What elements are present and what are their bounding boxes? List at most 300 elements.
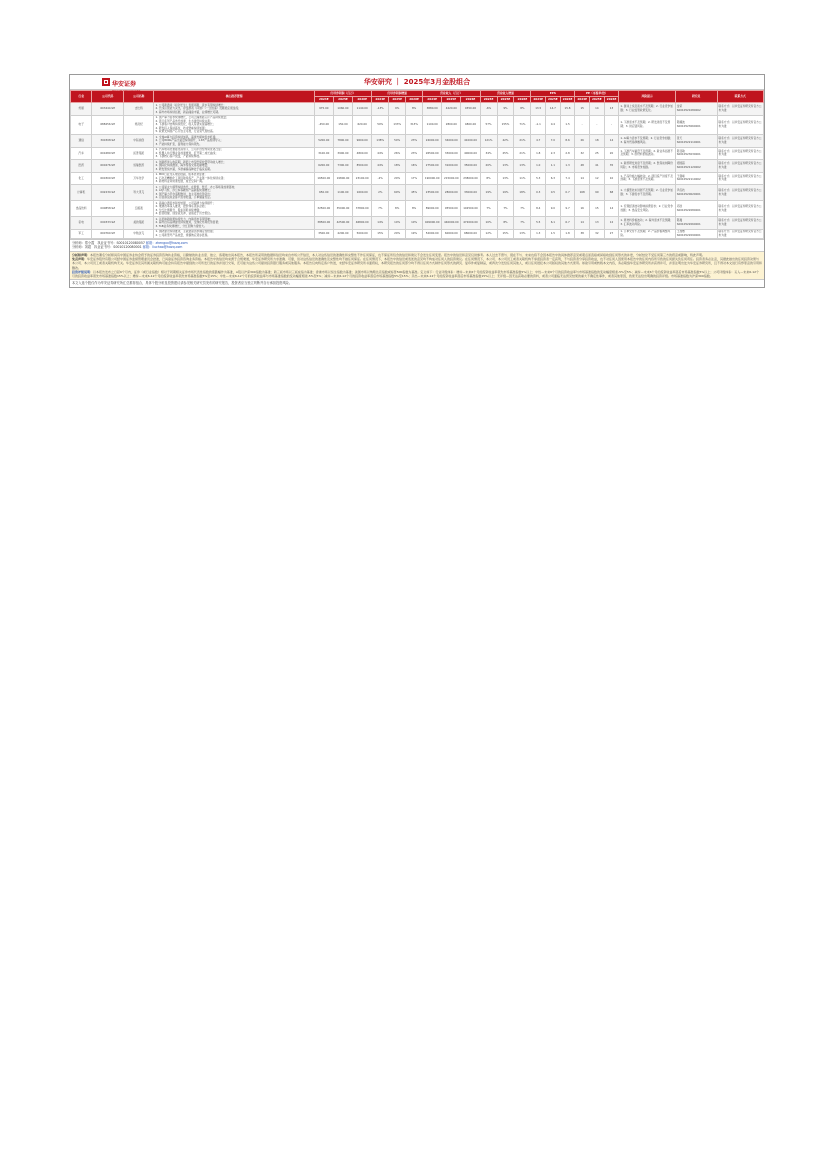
profit-g-cell: -2% <box>372 172 389 185</box>
column-header: 公司代码 <box>92 91 124 103</box>
table-row <box>71 229 764 238</box>
profit-g-cell: -13% <box>372 103 389 116</box>
profit-g-cell: 23% <box>406 147 423 160</box>
year-header: 2025E <box>590 97 605 103</box>
profit-cell: 4200.00 <box>333 229 352 238</box>
stock-code-cell: 300308.SZ <box>92 135 124 148</box>
revenue-cell: 40000.00 <box>461 147 480 160</box>
disclaimer-box <box>70 251 764 280</box>
eps-cell: 1.5 <box>546 229 561 238</box>
year-header: 2026E <box>560 97 575 103</box>
risk-cell: 1. 大模型技术进展不及预期；2. 行业竞争加剧；3. 下游需求不及预期。 <box>619 185 675 201</box>
column-header: 行业 <box>71 91 92 103</box>
revenue-cell: 24000.00 <box>423 135 442 148</box>
pe-cell: - <box>575 115 590 135</box>
pe-cell: 14 <box>575 172 590 185</box>
table-row <box>71 160 764 173</box>
eps-cell: 5.3 <box>531 172 546 185</box>
industry-cell: 计算机 <box>71 185 92 201</box>
column-header: 归母净利润（百万） <box>314 91 372 97</box>
contact-label: 分析师：郑小霞 <box>72 240 95 245</box>
revenue-g-cell: 12% <box>480 229 497 238</box>
eps-cell: 6.7 <box>560 217 575 230</box>
revenue-cell: 23500.00 <box>423 185 442 201</box>
contact-label: 分析师：刘超 <box>72 245 92 250</box>
page-title: 华安研究 ｜ 2025年3月金股组合 <box>363 78 471 86</box>
revenue-cell: 238000.00 <box>461 172 480 185</box>
profit-cell: 7300.00 <box>333 160 352 173</box>
pe-cell: 99 <box>590 185 605 201</box>
contact-cell: 联系方式：以华安证券研究所官方公布为准 <box>717 201 763 217</box>
pe-cell: 13 <box>590 217 605 230</box>
analyst-cell: 陈耀波 S0010523060001 <box>675 115 717 135</box>
revenue-cell: 28000.00 <box>442 185 461 201</box>
revenue-g-cell: 18% <box>514 185 531 201</box>
pe-cell: 25 <box>590 147 605 160</box>
column-header: 风险提示 <box>619 91 675 103</box>
table-row <box>71 217 764 230</box>
stock-code-cell: 603444.SH <box>92 103 124 116</box>
brand-sub: HUAAN SECURITIES <box>112 90 141 93</box>
contact-cell: 联系方式：以华安证券研究所官方公布为准 <box>718 229 762 237</box>
profit-g-cell: 133% <box>389 115 406 135</box>
industry-cell: 军工 <box>71 229 92 238</box>
revenue-cell: 60000.00 <box>442 229 461 238</box>
revenue-cell: 102500.00 <box>461 201 480 217</box>
column-header: 核心推荐逻辑 <box>154 91 314 103</box>
profit-cell: -450.00 <box>314 115 333 135</box>
profit-cell: 8500.00 <box>353 160 372 173</box>
contact-cell: 联系方式：以华安证券研究所官方公布为准 <box>717 217 763 230</box>
disclaimer-text: 华安证券股份有限公司经中国证券监督管理委员会批准，已具备证券投资咨询业务资格。本报告中的信息均来源于合规渠道，华安证券研究所力求准确、可靠，但对这些信息的准确性及完整性均不做任何保证。在任何情况下，本报告中的信息或表述的意见均不构成对任何人的投资建议。在任何情况下，本公司、本公司员工或者关联机构不承诺投资者一定获利，不与投资者分享投资收益，也不对任何人因使用本报告中的任何内容所引致的任何损失负任何责任。投资者务必注意，其据此做出的任何投资决策与本公司、本公司员工或者关联机构无关。华安证券及其所属关联机构可能会持有报告中提到的公司所发行的证券并进行交易，还可能为这些公司提供投资银行服务或其他服务。本报告仅向特定客户传送，未经华安证券研究所书面授权，本研究报告的任何部分均不得以任何方式制作任何形式的拷贝、复印件或复制品，或再次分发给任何其他人，或以任何侵犯本公司版权的其他方式使用。如欲引用或转载本文内容，务必联络华安证券研究所并获得许可，并需注明出处为华安证券研究所，且不得对本文进行有悖原意的引用和删改。 <box>72 256 763 270</box>
eps-cell: 8.6 <box>560 135 575 148</box>
profit-cell: 42500.00 <box>333 217 352 230</box>
contact-cell: 联系方式：以华安证券研究所官方公布为准 <box>717 103 763 116</box>
year-header: 2026E <box>604 97 619 103</box>
analyst-cell: 王强峰 S0010522110002 <box>675 172 717 185</box>
profit-cell: 7800.00 <box>333 135 352 148</box>
core-logic-cell: 1. 汽车电动化智能化趋势下，公司平台型布局优势凸显； 2. 机器人执行器业务加速推进，打开第二成长曲线； 3. 下游核心客户放量，产能持续释放。 <box>154 147 314 160</box>
eps-cell: 5.5 <box>531 217 546 230</box>
revenue-g-cell: 121% <box>480 135 497 148</box>
revenue-cell: 68000.00 <box>461 229 480 238</box>
revenue-g-cell: 10% <box>480 217 497 230</box>
revenue-cell: 41000.00 <box>461 135 480 148</box>
pe-cell: 26 <box>575 135 590 148</box>
eps-cell: 2.3 <box>546 147 561 160</box>
year-header: 2025E <box>497 97 514 103</box>
revenue-cell: 3880.00 <box>423 103 442 116</box>
revenue-g-cell: 21% <box>514 135 531 148</box>
profit-g-cell: 50% <box>389 135 406 148</box>
eps-cell: 7.4 <box>560 172 575 185</box>
profit-g-cell: 10% <box>389 217 406 230</box>
revenue-g-cell: -6% <box>480 103 497 116</box>
year-header: 2024E <box>575 97 590 103</box>
company-name-cell: 中航沈飞 <box>124 229 154 238</box>
profit-g-cell: 9% <box>389 103 406 116</box>
analyst-cell: 金荣 S0010521080002 <box>675 103 717 116</box>
revenue-g-cell: 57% <box>480 115 497 135</box>
contact-cell: 联系方式：以华安证券研究所官方公布为准 <box>717 135 763 148</box>
pe-cell: 10 <box>604 172 619 185</box>
pe-cell: 15 <box>590 201 605 217</box>
pe-cell: 16 <box>575 201 590 217</box>
contact-cell: 联系方式：以华安证券研究所官方公布为准 <box>717 160 763 173</box>
year-header: 2024E <box>531 97 546 103</box>
revenue-g-cell: 9% <box>497 103 514 116</box>
profit-cell: 3900.00 <box>333 147 352 160</box>
stock-code-cell: 000858.SZ <box>92 201 124 217</box>
company-name-cell: 万华化学 <box>124 172 154 185</box>
column-header: EPS <box>531 91 575 97</box>
revenue-cell: 4220.00 <box>442 103 461 116</box>
analyst-cell: 陈佳敏 S0010523030001 <box>675 147 717 160</box>
profit-cell: 35000.00 <box>333 201 352 217</box>
revenue-cell: 4550.00 <box>461 103 480 116</box>
core-logic-cell: 1. 以旧换新政策持续发力，内销需求有望回暖； 2. 海外自有品牌建设持续推进，全球化布局优势显著； 3. ToB业务快速增长，分红回购力度较大。 <box>154 217 314 230</box>
profit-g-cell: 20% <box>389 229 406 238</box>
industry-cell: 食品饮料 <box>71 201 92 217</box>
revenue-cell: 27500.00 <box>423 160 442 173</box>
core-logic-cell: 1. 国防建设持续推进，主战装备需求确定性较强； 2. 公司新型号产品放量，规模效应逐步显现。 <box>154 229 314 238</box>
core-logic-cell: 1. 公司星火大模型持续迭代，在教育、医疗、办公等场景加速落地； 2. AI学习机、办公本等硬件产品销售快速增长； 3. 国产算力平台适配推进，自主可控优势突出； 4. 运营商及政企客户需求旺盛，订单储备充足。 <box>154 185 314 201</box>
eps-cell: 1.8 <box>560 229 575 238</box>
revenue-cell: 89000.00 <box>423 201 442 217</box>
industry-cell: 化工 <box>71 172 92 185</box>
analyst-cell: 谭国超 S0010521120002 <box>675 160 717 173</box>
stock-code-cell: 600760.SH <box>92 229 124 238</box>
revenue-g-cell: 13% <box>497 160 514 173</box>
table-row <box>71 185 764 201</box>
profit-g-cell: 7% <box>372 201 389 217</box>
profit-g-cell: 26% <box>389 147 406 160</box>
revenue-cell: 33000.00 <box>442 147 461 160</box>
core-logic-cell: 1. MDI行业龙头地位稳固，成本优势显著； 2. 石化及精细化工项目陆续投产，产业链一体化持续完善； 3. 新材料业务快速发展，成长空间广阔。 <box>154 172 314 185</box>
company-name-cell: 五粮液 <box>124 201 154 217</box>
disclaimer-text: 本报告署名分析师具有中国证券业协会授予的证券投资咨询执业资格，以勤勉的执业态度、独立、客观地出具本报告，本报告所采用的数据和信息均来自市场公开信息，本人对这些信息的准确性和完整性不作任何保证，也不保证所包含的信息和建议不会发生任何变更。报告中的信息和意见仅供参考。本人过去不曾与、现在不与、未来也将不会因本报告中的具体推荐意见或观点而直接或间接收到任何形式的补偿，分析结论不受任何第三方的授意或影响，特此声明。 <box>90 252 706 257</box>
eps-cell: 0.7 <box>560 185 575 201</box>
revenue-g-cell: 7% <box>497 201 514 217</box>
contact-email[interactable]: 邮箱：zhengxx@hazq.com <box>145 240 188 245</box>
table-body <box>71 103 764 239</box>
profit-cell: 3100.00 <box>314 147 333 160</box>
core-logic-cell: 1. 创新药进入收获期，新药上市及医保放量带动收入增长； 2. 国际化持续推进，海外授权交易贡献增量； 3. 研发管线丰富，多款重磅品种处于临床后期。 <box>154 160 314 173</box>
profit-cell: 38500.00 <box>314 217 333 230</box>
risk-cell: 1. 订单交付不及预期；2. 产品价格调整风险。 <box>619 229 675 238</box>
revenue-g-cell: 13% <box>497 172 514 185</box>
profit-g-cell: 8% <box>406 201 423 217</box>
profit-cell: 1060.00 <box>333 103 352 116</box>
contact-cell: 联系方式：以华安证券研究所官方公布为准 <box>717 147 763 160</box>
industry-cell: 汽车 <box>71 147 92 160</box>
profit-g-cell: 23% <box>406 135 423 148</box>
profit-cell: 650.00 <box>314 185 333 201</box>
eps-cell: 7.0 <box>546 135 561 148</box>
company-name-cell: 吉比特 <box>124 103 154 116</box>
risk-cell: 1. 产品价格大幅波动；2. 项目投产进度不及预期；3. 下游需求不及预期。 <box>619 172 675 185</box>
risk-cell: 1. 下游汽车销量不及预期；2. 新业务拓展不及预期；3. 原材料价格波动。 <box>619 147 675 160</box>
pe-cell: 32 <box>575 147 590 160</box>
revenue-cell: 31000.00 <box>442 160 461 173</box>
brand-name: 华安证券 <box>112 81 137 88</box>
contact-cell: 联系方式：以华安证券研究所官方公布为准 <box>717 115 763 135</box>
profit-g-cell: 16% <box>406 160 423 173</box>
revenue-cell: 1100.00 <box>423 115 442 135</box>
profit-g-cell: 2% <box>372 185 389 201</box>
revenue-g-cell: 19% <box>497 185 514 201</box>
profit-g-cell: 8% <box>389 201 406 217</box>
revenue-g-cell: 42% <box>497 135 514 148</box>
pe-cell: 32 <box>590 229 605 238</box>
profit-g-cell: 10% <box>406 217 423 230</box>
column-header: 联系方式 <box>717 91 763 103</box>
analyst-cell: 陈晨 S0010522060001 <box>675 217 717 230</box>
pe-cell: 48 <box>575 160 590 173</box>
year-header: 2024E <box>314 97 333 103</box>
revenue-cell: 95500.00 <box>442 201 461 217</box>
year-header: 2025E <box>546 97 561 103</box>
revenue-g-cell: 11% <box>514 172 531 185</box>
industry-cell: 医药 <box>71 160 92 173</box>
report-sheet <box>69 74 765 288</box>
eps-cell: 1.3 <box>560 160 575 173</box>
revenue-g-cell: 8% <box>497 217 514 230</box>
analyst-cell: 张天 S0010522110001 <box>675 135 717 148</box>
pe-cell: 14 <box>590 103 605 116</box>
pe-cell: 68 <box>604 185 619 201</box>
revenue-cell: 2800.00 <box>442 115 461 135</box>
profit-g-cell: 14% <box>372 217 389 230</box>
table-row <box>71 115 764 135</box>
profit-cell: 1140.00 <box>353 103 372 116</box>
year-header: 2025E <box>442 97 461 103</box>
column-header: 归母净利润增速 <box>372 91 423 97</box>
profit-cell: 5200.00 <box>314 135 333 148</box>
revenue-g-cell: 8% <box>514 103 531 116</box>
contact-line <box>72 245 762 250</box>
industry-cell: 家电 <box>71 217 92 230</box>
table-row <box>71 201 764 217</box>
year-header: 2025E <box>389 97 406 103</box>
revenue-cell: 34000.00 <box>442 135 461 148</box>
eps-cell: 8.4 <box>531 201 546 217</box>
column-header: 研究员 <box>675 91 717 103</box>
eps-cell: 0.3 <box>531 185 546 201</box>
revenue-cell: 409000.00 <box>423 217 442 230</box>
revenue-cell: 26500.00 <box>423 147 442 160</box>
disclaimer-label: 投资评级说明： <box>72 269 94 274</box>
pe-cell: 35 <box>604 160 619 173</box>
revenue-g-cell: 7% <box>480 201 497 217</box>
year-header: 2026E <box>514 97 531 103</box>
company-name-cell: 拓普集团 <box>124 147 154 160</box>
core-logic-cell: 1. 国产算力需求快速增长，公司云端智能芯片产品持续放量； 2. 思元系列产品迭代加速，生态建设持续完善； 3. 下游客户结构持续优化，收入有望实现高增长； 4. 研发投入保持高位，技术壁垒持续加强； 5. 政策支持国产芯片自主可控，行业景气度较高。 <box>154 115 314 135</box>
revenue-g-cell: 13% <box>514 160 531 173</box>
company-name-cell: 恒瑞医药 <box>124 160 154 173</box>
eps-cell: 2.8 <box>560 147 575 160</box>
profit-g-cell: 138% <box>372 135 389 148</box>
profit-cell: 19800.00 <box>333 172 352 185</box>
revenue-g-cell: 13% <box>514 229 531 238</box>
profit-g-cell: 50% <box>372 115 389 135</box>
revenue-g-cell: 21% <box>514 147 531 160</box>
stock-table <box>70 90 764 239</box>
stock-code-cell: 600309.SH <box>92 172 124 185</box>
revenue-g-cell: 7% <box>514 201 531 217</box>
profit-cell: 16500.00 <box>314 172 333 185</box>
profit-g-cell: 19% <box>406 229 423 238</box>
analyst-cell: 王加煨 S0010522090001 <box>675 229 717 238</box>
profit-g-cell: 313% <box>406 115 423 135</box>
pe-cell: 12 <box>590 172 605 185</box>
footer-note: 本文入选个股仅作为华安证券研究所汇总推荐组合，具体个股分析及投资建议请参见相关研究员发布的研究报告，投资者应当独立判断并自行承担投资风险。 <box>70 279 764 287</box>
eps-cell: 1.1 <box>546 160 561 173</box>
profit-g-cell: 45% <box>406 185 423 201</box>
eps-cell: 9.0 <box>546 201 561 217</box>
analyst-contacts <box>70 239 764 251</box>
table-row <box>71 135 764 148</box>
profit-g-cell: 17% <box>406 172 423 185</box>
year-header: 2024E <box>480 97 497 103</box>
pe-cell: 20 <box>604 147 619 160</box>
eps-cell: 1.3 <box>531 229 546 238</box>
stock-code-cell: 688256.SH <box>92 115 124 135</box>
pe-cell: 14 <box>604 201 619 217</box>
disclaimer-text: 以本报告发布之日起6个月内，证券（或行业指数）相对于同期相关证券市场代表性指数的涨跌幅作为基准，A股以沪深300指数为基准；新三板市场以三板成指为基准；香港市场以恒生指数为基准；美国市场以纳斯达克指数或标普500指数为基准。定义如下：行业评级体系：增持—未来6个月的投资收益率领先市场基准指数5%以上；中性—未来6个月的投资收益率与市场基准指数的变动幅度相差-5%至5%；减持—未来6个月的投资收益率落后市场基准指数5%以上；公司评级体系：买入—未来6-12个月的投资收益率领先市场基准指数15%以上；增持—未来6-12个月的投资收益率领先市场基准指数5%至15%；中性—未来6-12个月的投资收益率与市场基准指数的变动幅度相差-5%至5%；减持—未来6-12个月的投资收益率落后市场基准指数5%至15%；卖出—未来6-12个月的投资收益率落后市场基准指数15%以上；无评级—因无法获取必要的资料，或者公司面临无法预见结果的重大不确定性事件，或者其他原因，致使无法给出明确的投资评级。市场基准指数为沪深300指数。 <box>72 269 760 279</box>
eps-cell: 4.7 <box>531 135 546 148</box>
profit-g-cell: 44% <box>372 160 389 173</box>
revenue-g-cell: 34% <box>480 147 497 160</box>
disclaimer-paragraph <box>72 257 762 270</box>
profit-cell: 4800.00 <box>353 147 372 160</box>
pe-cell: 27 <box>604 229 619 238</box>
pe-cell: 13 <box>604 103 619 116</box>
pe-cell: 18 <box>590 135 605 148</box>
profit-cell: 1600.00 <box>353 185 372 201</box>
pe-cell: 15 <box>575 103 590 116</box>
year-header: 2026E <box>461 97 480 103</box>
profit-cell: 620.00 <box>353 115 372 135</box>
company-name-cell: 科大讯飞 <box>124 185 154 201</box>
risk-cell: 1. 游戏上线及流水不及预期；2. 行业竞争加剧；3. 行业监管政策变化。 <box>619 103 675 116</box>
revenue-cell: 4800.00 <box>461 115 480 135</box>
analyst-cell: 邓欣 S0010522080001 <box>675 201 717 217</box>
revenue-g-cell: 15% <box>497 229 514 238</box>
table-row <box>71 147 764 160</box>
column-header: 营业收入增速 <box>480 91 531 97</box>
stock-code-cell: 600276.SH <box>92 160 124 173</box>
revenue-g-cell: 71% <box>514 115 531 135</box>
profit-g-cell: 69% <box>389 185 406 201</box>
eps-cell: 0.4 <box>546 115 561 135</box>
profit-cell: 37800.00 <box>353 201 372 217</box>
profit-cell: 9600.00 <box>353 135 372 148</box>
revenue-g-cell: 8% <box>480 172 497 185</box>
profit-cell: 5000.00 <box>353 229 372 238</box>
eps-cell: 6.1 <box>546 217 561 230</box>
risk-cell: 1. AI算力需求不及预期；2. 行业竞争加剧；3. 海外贸易摩擦风险。 <box>619 135 675 148</box>
eps-cell: 13.5 <box>531 103 546 116</box>
industry-cell: 通信 <box>71 135 92 148</box>
eps-cell: 14.7 <box>546 103 561 116</box>
eps-cell: 1.8 <box>531 147 546 160</box>
revenue-cell: 215000.00 <box>442 172 461 185</box>
eps-cell: 1.0 <box>531 160 546 173</box>
revenue-g-cell: 19% <box>480 185 497 201</box>
year-header: 2024E <box>372 97 389 103</box>
stock-code-cell: 601689.SH <box>92 147 124 160</box>
eps-cell: 9.7 <box>560 201 575 217</box>
table-row <box>71 103 764 116</box>
table-header <box>71 91 764 103</box>
revenue-cell: 190000.00 <box>423 172 442 185</box>
company-name-cell: 寒武纪 <box>124 115 154 135</box>
disclaimer-label: 分析师声明： <box>72 252 91 257</box>
pe-cell: 12 <box>604 217 619 230</box>
profit-g-cell: 18% <box>389 160 406 173</box>
profit-cell: 32500.00 <box>314 201 333 217</box>
risk-cell: 1. 宏观经济波动影响消费需求；2. 行业竞争加剧；3. 食品安全风险。 <box>619 201 675 217</box>
pe-cell: 168 <box>575 185 590 201</box>
revenue-g-cell: 20% <box>480 160 497 173</box>
revenue-cell: 33000.00 <box>461 185 480 201</box>
risk-cell: 1. 下游需求不及预期；2. 研发进度不及预期；3. 供应链风险。 <box>619 115 675 135</box>
pe-cell: 41 <box>590 160 605 173</box>
profit-cell: 46800.00 <box>353 217 372 230</box>
year-header: 2024E <box>423 97 442 103</box>
revenue-g-cell: 7% <box>514 217 531 230</box>
stock-code-cell: 000333.SZ <box>92 217 124 230</box>
profit-g-cell: 44% <box>372 147 389 160</box>
pe-cell: 38 <box>575 229 590 238</box>
profit-cell: 6200.00 <box>314 160 333 173</box>
contact-cell: 联系方式：以华安证券研究所官方公布为准 <box>717 185 763 201</box>
profit-cell: 23100.00 <box>353 172 372 185</box>
column-header: 公司名称 <box>124 91 154 103</box>
profit-cell: 975.00 <box>314 103 333 116</box>
pe-cell: 14 <box>575 217 590 230</box>
revenue-cell: 472000.00 <box>461 217 480 230</box>
company-name-cell: 美的集团 <box>124 217 154 230</box>
profit-g-cell: 8% <box>406 103 423 116</box>
eps-cell: -1.1 <box>531 115 546 135</box>
core-logic-cell: 1. 高端白酒需求韧性较强，公司品牌力持续提升； 2. 渠道改革深入推进，批价体系逐步企稳； 3. 分红比例提升，股东回报持续增强； 4. 经营稳健，现金流充沛，估值处于历史低位。 <box>154 201 314 217</box>
eps-cell: 15.8 <box>560 103 575 116</box>
eps-cell: 0.5 <box>546 185 561 201</box>
industry-cell: 传媒 <box>71 103 92 116</box>
revenue-g-cell: 155% <box>497 115 514 135</box>
table-row <box>71 172 764 185</box>
contact-cell: 联系方式：以华安证券研究所官方公布为准 <box>717 172 763 185</box>
column-header: PE（市盈率/倍） <box>575 91 619 97</box>
eps-cell: 6.3 <box>546 172 561 185</box>
pe-cell: - <box>590 115 605 135</box>
contact-cert: 执业证书号：S0010120080001 <box>94 245 142 250</box>
contact-cert: 执业证书号：S0010120080057 <box>97 240 145 245</box>
year-header: 2026E <box>353 97 372 103</box>
revenue-cell: 440000.00 <box>442 217 461 230</box>
profit-cell: 3500.00 <box>314 229 333 238</box>
year-header: 2026E <box>406 97 423 103</box>
contact-email[interactable]: 邮箱：liuchao@hazq.com <box>142 245 183 250</box>
core-logic-cell: 1. 全球AI算力投资持续加码，高速光模块需求旺盛； 2. 公司800G产品出货量持续提升，1.6T产品加速导入； 3. 产能持续扩张，盈利能力保持领先。 <box>154 135 314 148</box>
profit-cell: 1100.00 <box>333 185 352 201</box>
profit-g-cell: 15% <box>372 229 389 238</box>
company-name-cell: 中际旭创 <box>124 135 154 148</box>
industry-cell: 电子 <box>71 115 92 135</box>
risk-cell: 1. 原材料价格波动；2. 海外需求不及预期；3. 汇率波动风险。 <box>619 217 675 230</box>
